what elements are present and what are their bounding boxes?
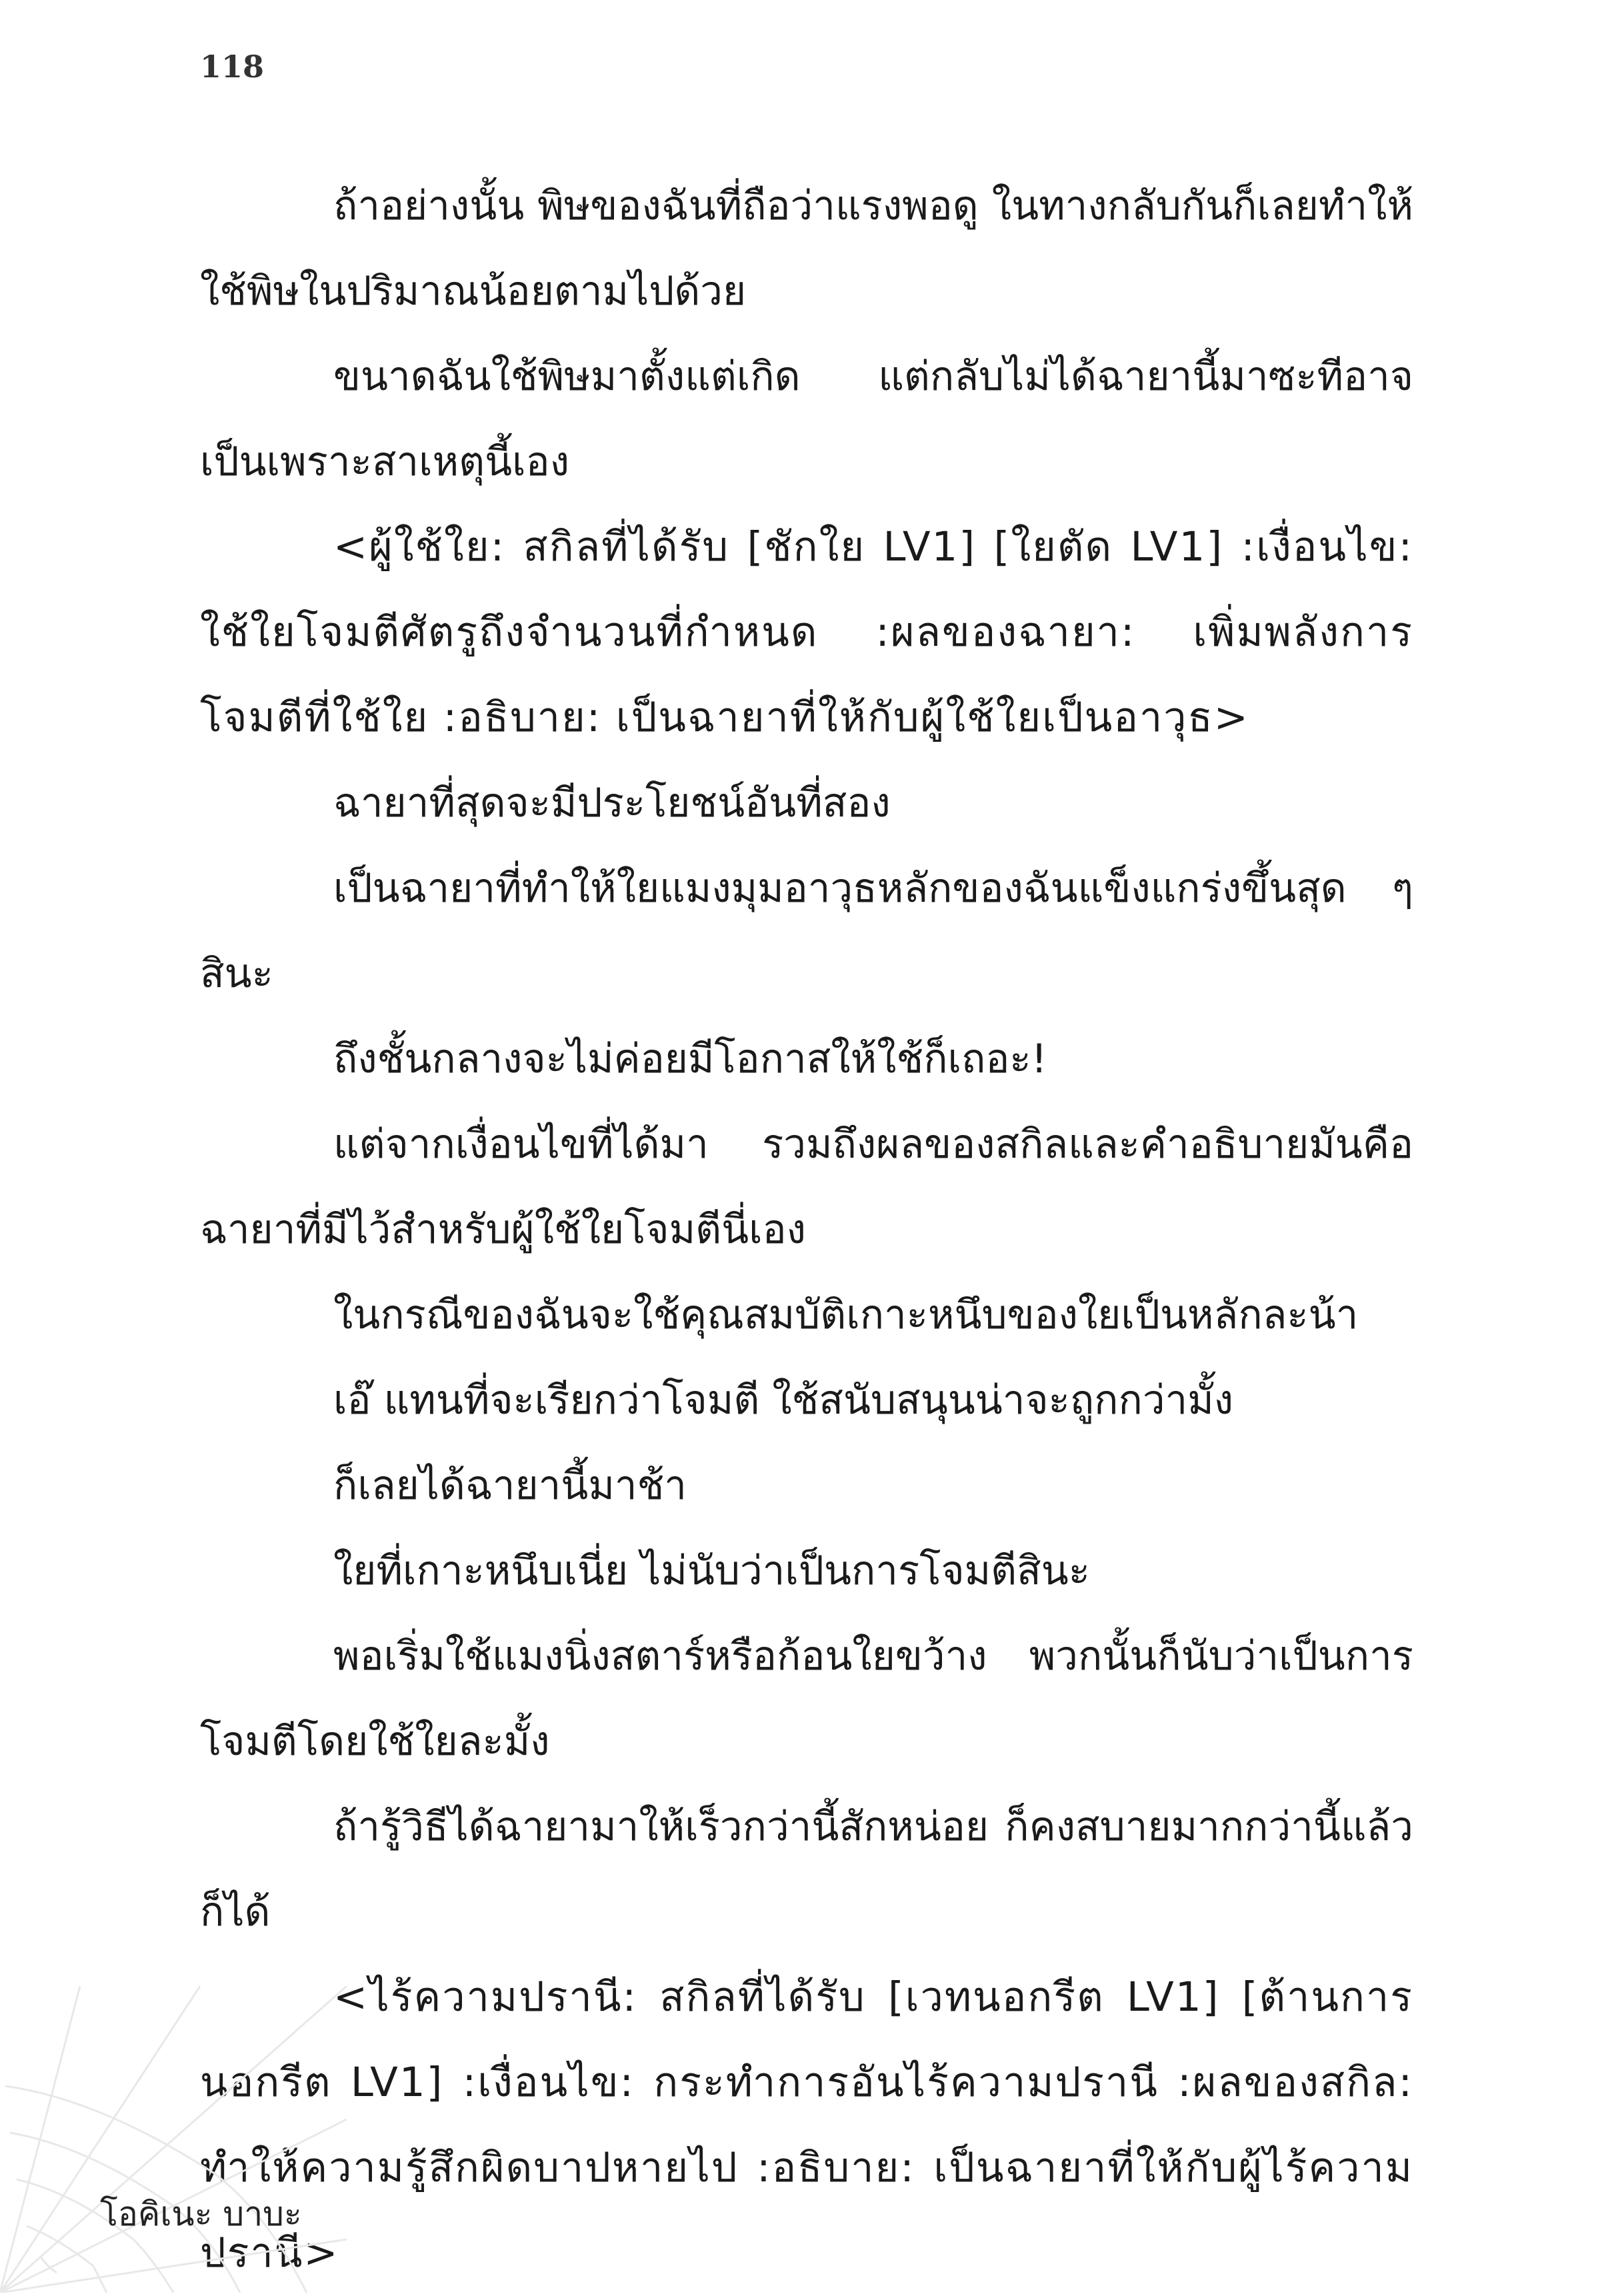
paragraph: ใยที่เกาะหนึบเนี่ย ไม่นับว่าเป็นการโจมตีสินะ (333, 1548, 1090, 1594)
page-number: 118 (200, 49, 265, 85)
paragraph: ก็เลยได้ฉายานี้มาช้า (333, 1462, 687, 1509)
system-message: <ผู้ใช้ใย: สกิลที่ได้รับ [ชักใย LV1] [ใยตัด LV1] :เงื่อนไข: ใช้ใยโจมตีศัตรูถึงจำนวนที่กำหนด :ผลของฉายา: เพิ่มพลังการโจมตีที่ใช้ใย :อธิบาย: เป็นฉายาที่ให้กับผู้ใช้ใยเป็นอาวุธ> (200, 523, 1413, 741)
page-body (200, 163, 1413, 2296)
paragraph: แต่จากเงื่อนไขที่ได้มา รวมถึงผลของสกิลและคำอธิบายมันคือฉายาที่มีไว้สำหรับผู้ใช้ใยโจมตีนี่เอง (200, 1121, 1413, 1253)
book-title-footer: โอคิเนะ บาบะ (100, 2195, 302, 2233)
paragraph: ถึงชั้นกลางจะไม่ค่อยมีโอกาสให้ใช้ก็เถอะ! (333, 1036, 1047, 1082)
paragraph: เป็นฉายาที่ทำให้ใยแมงมุมอาวุธหลักของฉันแข็งแกร่งขึ้นสุด ๆ สินะ (200, 865, 1413, 997)
paragraph: ถ้ารู้วิธีได้ฉายามาให้เร็วกว่านี้สักหน่อย ก็คงสบายมากกว่านี้แล้วก็ได้ (200, 1803, 1413, 1935)
paragraph: ถ้าอย่างนั้น พิษของฉันที่ถือว่าแรงพอดู ในทางกลับกันก็เลยทำให้ใช้พิษในปริมาณน้อยตามไปด้วย (200, 183, 1413, 315)
spider-web-watermark-icon (0, 1986, 347, 2293)
paragraph: ฉายาที่สุดจะมีประโยชน์อันที่สอง (333, 780, 891, 826)
system-message: <ไร้ความปรานี: สกิลที่ได้รับ [เวทนอกรีต LV1] [ต้านการนอกรีต LV1] :เงื่อนไข: กระทำการอันไร้ความปรานี :ผลของสกิล: ทำให้ความรู้สึกผิดบาปหายไป :อธิบาย: เป็นฉายาที่ให้กับผู้ไร้ความปรานี> (200, 1973, 1413, 2277)
paragraph: พอเริ่มใช้แมงนิ่งสตาร์หรือก้อนใยขว้าง พวกนั้นก็นับว่าเป็นการโจมตีโดยใช้ใยละมั้ง (200, 1633, 1413, 1765)
paragraph: ในกรณีของฉันจะใช้คุณสมบัติเกาะหนึบของใยเป็นหลักละน้า (333, 1292, 1359, 1338)
paragraph: ขนาดฉันใช้พิษมาตั้งแต่เกิด แต่กลับไม่ได้ฉายานี้มาซะทีอาจเป็นเพราะสาเหตุนี้เอง (200, 353, 1413, 485)
paragraph: เอ๊ แทนที่จะเรียกว่าโจมตี ใช้สนับสนุนน่าจะถูกกว่ามั้ง (333, 1377, 1234, 1424)
